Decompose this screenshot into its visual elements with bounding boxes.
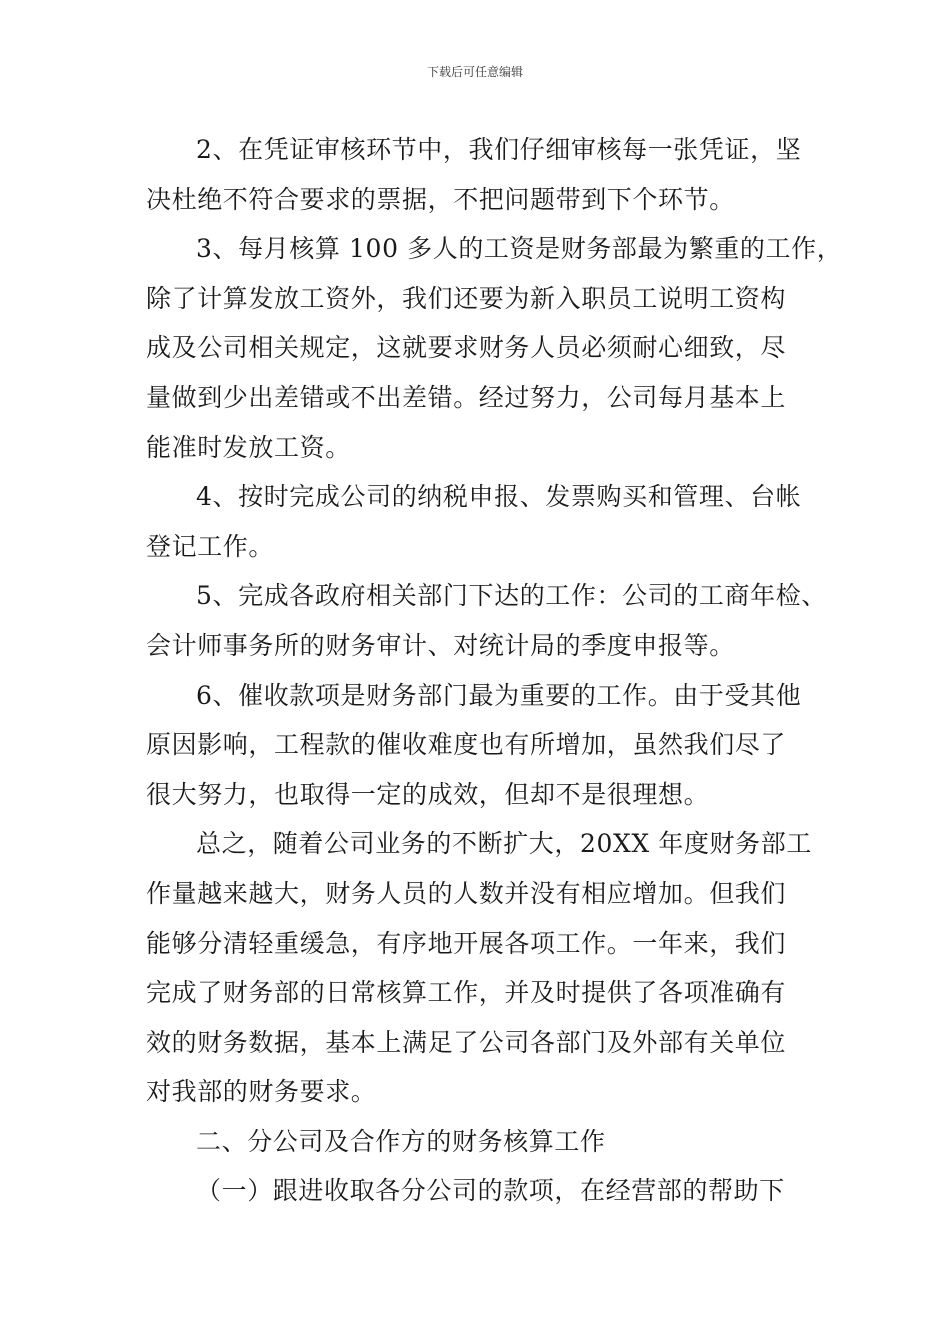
text-line: 成及公司相关规定，这就要求财务人员必须耐心细致，尽 <box>146 333 787 363</box>
text-line: 6、催收款项是财务部门最为重要的工作。由于受其他 <box>196 680 802 710</box>
text-line: 登记工作。 <box>146 531 275 561</box>
document-body <box>146 125 843 1216</box>
text-line: 很大努力，也取得一定的成效，但却不是很理想。 <box>146 779 710 809</box>
page-header: 下载后可任意编辑 <box>426 65 523 79</box>
text-line: 效的财务数据，基本上满足了公司各部门及外部有关单位 <box>146 1027 787 1057</box>
text-line: 除了计算发放工资外，我们还要为新入职员工说明工资构 <box>146 283 787 313</box>
text-line: （一）跟进收取各分公司的款项，在经营部的帮助下 <box>196 1176 785 1206</box>
text-line: 决杜绝不符合要求的票据，不把问题带到下个环节。 <box>146 184 735 214</box>
text-line: 原因影响，工程款的催收难度也有所增加，虽然我们尽了 <box>146 730 787 760</box>
text-line: 对我部的财务要求。 <box>146 1077 377 1107</box>
text-line: 2、在凭证审核环节中，我们仔细审核每一张凭证，坚 <box>196 135 802 164</box>
text-line: 量做到少出差错或不出差错。经过努力，公司每月基本上 <box>146 382 787 412</box>
text-line: 4、按时完成公司的纳税申报、发票购买和管理、台帐 <box>196 482 802 512</box>
text-line: 作量越来越大，财务人员的人数并没有相应增加。但我们 <box>146 878 787 908</box>
text-line: 5、完成各政府相关部门下达的工作：公司的工商年检、 <box>196 581 827 611</box>
text-line: 会计师事务所的财务审计、对统计局的季度申报等。 <box>146 630 735 660</box>
text-line: 能准时发放工资。 <box>146 432 351 462</box>
section-heading: 二、分公司及合作方的财务核算工作 <box>196 1126 606 1156</box>
text-line: 完成了财务部的日常核算工作，并及时提供了各项准确有 <box>146 978 787 1008</box>
text-line: 能够分清轻重缓急，有序地开展各项工作。一年来，我们 <box>146 928 787 958</box>
text-line: 总之，随着公司业务的不断扩大，20XX 年度财务部工 <box>196 829 812 859</box>
text-line: 3、每月核算 100 多人的工资是财务部最为繁重的工作， <box>196 234 843 264</box>
